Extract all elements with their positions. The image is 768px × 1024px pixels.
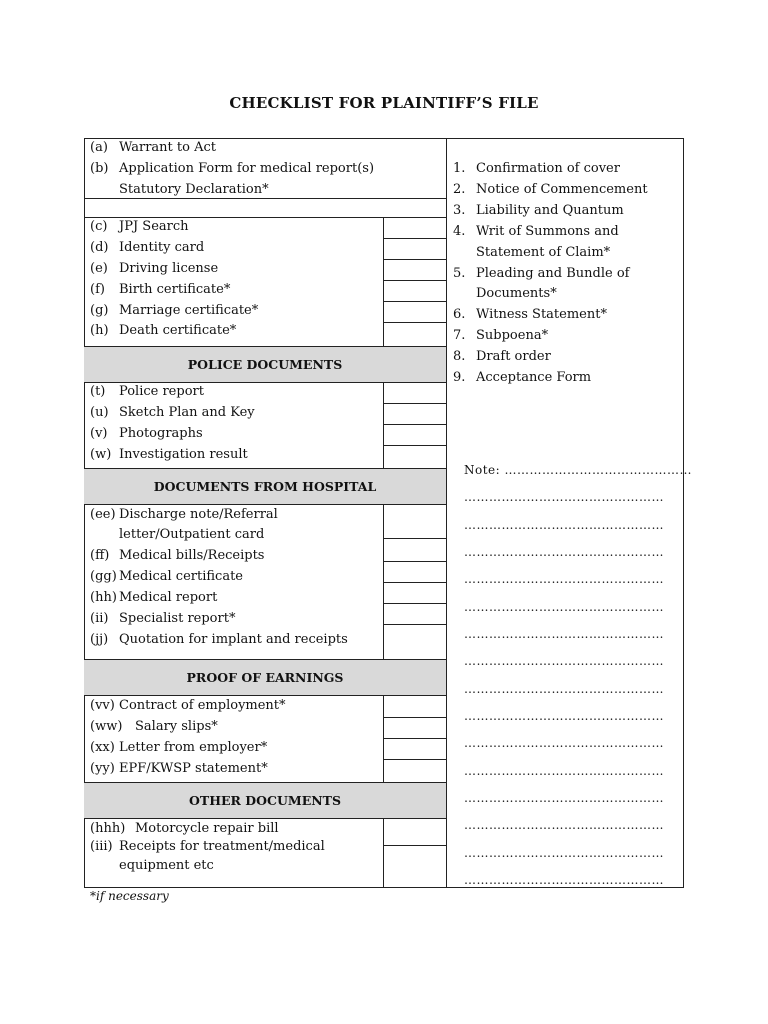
checkbox-column xyxy=(383,819,447,888)
note-line[interactable]: ………………………………………… xyxy=(464,682,664,696)
list-item: (ff) Medical bills/Receipts xyxy=(90,548,265,563)
note-line[interactable]: ………………………………………… xyxy=(464,709,664,723)
section-header-earnings: PROOF OF EARNINGS xyxy=(84,659,446,696)
list-item: Documents* xyxy=(476,286,557,301)
list-item: letter/Outpatient card xyxy=(119,527,265,542)
list-item: 3. Liability and Quantum xyxy=(453,203,624,218)
checkbox[interactable] xyxy=(384,739,447,760)
checkbox[interactable] xyxy=(384,696,447,718)
list-item: (hhh) Motorcycle repair bill xyxy=(90,821,279,836)
list-item: 9. Acceptance Form xyxy=(453,370,592,385)
list-item: (g) Marriage certificate* xyxy=(90,303,259,318)
checkbox[interactable] xyxy=(384,281,447,302)
list-item: (vv) Contract of employment* xyxy=(90,698,286,713)
note-line[interactable]: ………………………………………… xyxy=(464,736,664,750)
checkbox[interactable] xyxy=(384,539,447,562)
checkbox[interactable] xyxy=(384,446,447,468)
list-item: (xx) Letter from employer* xyxy=(90,740,268,755)
list-item: (jj) Quotation for implant and receipts xyxy=(90,632,348,647)
checkbox[interactable] xyxy=(384,604,447,625)
checkbox[interactable] xyxy=(384,404,447,425)
list-item: 2. Notice of Commencement xyxy=(453,182,648,197)
list-item: (u) Sketch Plan and Key xyxy=(90,405,255,420)
checkbox[interactable] xyxy=(384,217,447,239)
list-item: 6. Witness Statement* xyxy=(453,307,607,322)
list-item: Statutory Declaration* xyxy=(119,182,269,197)
note-label[interactable]: Note: ……………………………………… xyxy=(464,463,693,477)
checkbox-column xyxy=(383,383,447,468)
list-item: (iii) Receipts for treatment/medical xyxy=(90,839,325,854)
list-item: (a) Warrant to Act xyxy=(90,140,216,155)
list-item: (v) Photographs xyxy=(90,426,203,441)
note-line[interactable]: ………………………………………… xyxy=(464,846,664,860)
note-line[interactable]: ………………………………………… xyxy=(464,818,664,832)
list-item: (b) Application Form for medical report(s) xyxy=(90,161,375,176)
checkbox[interactable] xyxy=(384,302,447,323)
list-item: (w) Investigation result xyxy=(90,447,248,462)
page-title: CHECKLIST FOR PLAINTIFF’S FILE xyxy=(229,94,539,112)
section-header-police: POLICE DOCUMENTS xyxy=(84,346,446,383)
note-line[interactable]: ………………………………………… xyxy=(464,518,664,532)
note-line[interactable]: ………………………………………… xyxy=(464,654,664,668)
note-line[interactable]: ………………………………………… xyxy=(464,490,664,504)
checkbox[interactable] xyxy=(384,819,447,846)
note-line[interactable]: ………………………………………… xyxy=(464,545,664,559)
list-item: 8. Draft order xyxy=(453,349,551,364)
list-item: (ii) Specialist report* xyxy=(90,611,236,626)
list-item: (e) Driving license xyxy=(90,261,219,276)
checkbox[interactable] xyxy=(384,505,447,539)
checkbox[interactable] xyxy=(384,425,447,446)
note-line[interactable]: ………………………………………… xyxy=(464,600,664,614)
list-item: (ww) Salary slips* xyxy=(90,719,218,734)
checkbox[interactable] xyxy=(384,562,447,583)
checkbox[interactable] xyxy=(384,846,447,888)
note-line[interactable]: ………………………………………… xyxy=(464,764,664,778)
checkbox[interactable] xyxy=(384,625,447,659)
note-line[interactable]: ………………………………………… xyxy=(464,627,664,641)
checkbox[interactable] xyxy=(384,323,447,347)
list-item: (ee) Discharge note/Referral xyxy=(90,507,278,522)
row-divider xyxy=(84,198,446,199)
list-item: (yy) EPF/KWSP statement* xyxy=(90,761,268,776)
list-item: (c) JPJ Search xyxy=(90,219,189,234)
list-item: (f) Birth certificate* xyxy=(90,282,231,297)
list-item: 1. Confirmation of cover xyxy=(453,161,620,176)
section-header-hospital: DOCUMENTS FROM HOSPITAL xyxy=(84,468,446,505)
checkbox[interactable] xyxy=(384,718,447,739)
footnote: *if necessary xyxy=(90,889,169,903)
checkbox-column xyxy=(383,505,447,659)
list-item: (d) Identity card xyxy=(90,240,205,255)
checkbox[interactable] xyxy=(384,260,447,281)
list-item: equipment etc xyxy=(119,858,214,873)
checkbox-column xyxy=(383,696,447,782)
list-item: 5. Pleading and Bundle of xyxy=(453,266,630,281)
list-item: (hh) Medical report xyxy=(90,590,218,605)
list-item: (h) Death certificate* xyxy=(90,323,237,338)
list-item: Statement of Claim* xyxy=(476,245,611,260)
checkbox-column xyxy=(383,217,447,347)
note-line[interactable]: ………………………………………… xyxy=(464,873,664,887)
checkbox[interactable] xyxy=(384,239,447,260)
list-item: 7. Subpoena* xyxy=(453,328,549,343)
checkbox[interactable] xyxy=(384,583,447,604)
list-item: 4. Writ of Summons and xyxy=(453,224,619,239)
checkbox[interactable] xyxy=(384,383,447,404)
section-header-other: OTHER DOCUMENTS xyxy=(84,782,446,819)
checkbox[interactable] xyxy=(384,760,447,782)
list-item: (gg) Medical certificate xyxy=(90,569,243,584)
list-item: (t) Police report xyxy=(90,384,204,399)
note-line[interactable]: ………………………………………… xyxy=(464,791,664,805)
note-line[interactable]: ………………………………………… xyxy=(464,572,664,586)
